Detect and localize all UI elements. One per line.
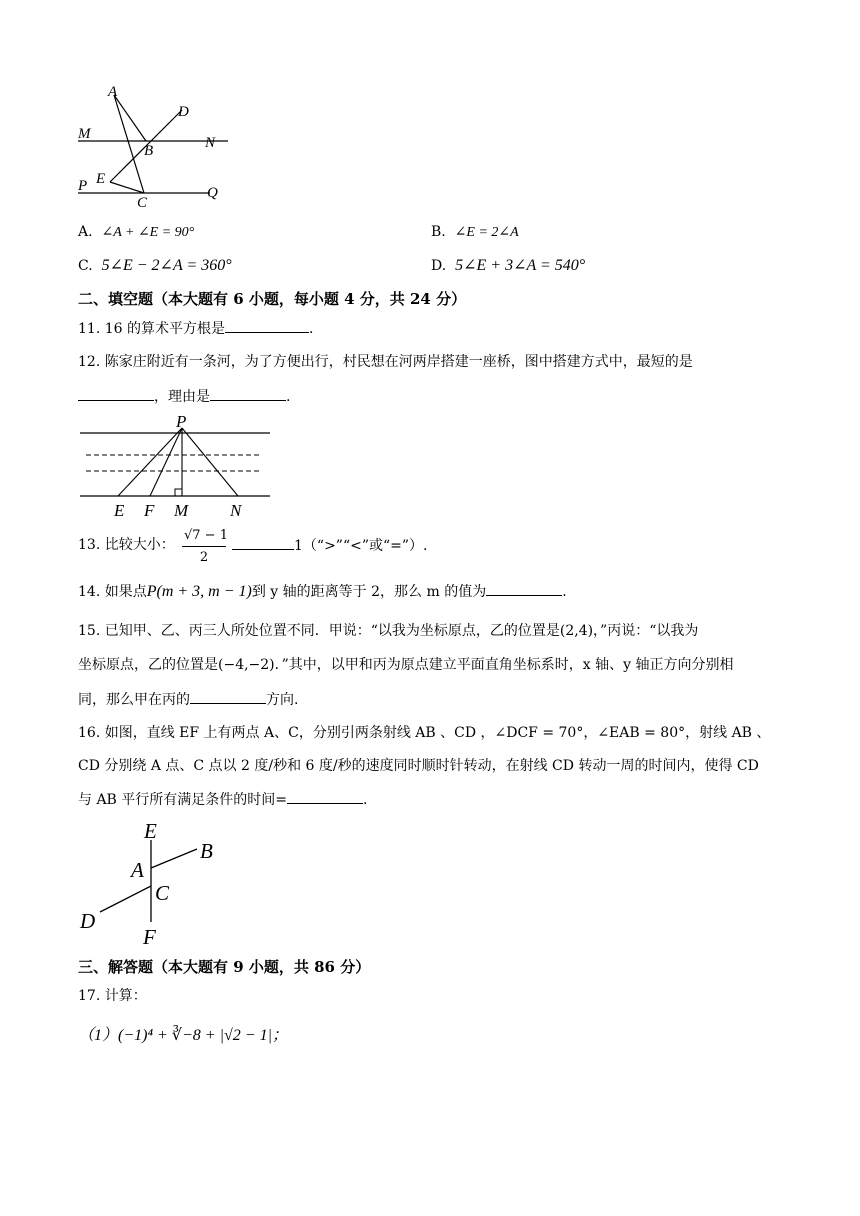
label-E: E xyxy=(114,501,125,520)
fraction-numerator: √7 − 1 xyxy=(182,528,226,547)
section-3-heading: 三、解答题（本大题有 9 小题，共 86 分） xyxy=(78,958,371,976)
question-16-line-2: CD 分别绕 A 点、C 点以 2 度/秒和 6 度/秒的速度同时顺时针转动，在射线 CD 转动一周的时间内，使得 CD xyxy=(78,758,759,774)
section-2-heading: 二、填空题（本大题有 6 小题，每小题 4 分，共 24 分） xyxy=(78,290,467,308)
question-13-after: 1（“>”“<”或“=”）. xyxy=(294,538,428,554)
label-F: F xyxy=(143,925,156,949)
option-d-text: 5∠E + 3∠A = 540° xyxy=(455,257,586,274)
option-b-label: B. xyxy=(431,224,446,240)
question-17-part-1 xyxy=(78,1026,288,1046)
question-15-line-2: 坐标原点，乙的位置是(−4,−2)．”其中，以甲和丙为原点建立平面直角坐标系时，x 轴、y 轴正方向分别相 xyxy=(78,657,734,673)
label-B: B xyxy=(144,143,154,159)
question-17: 17. 计算： xyxy=(78,988,147,1004)
option-a-text: ∠A + ∠E = 90° xyxy=(101,225,195,240)
label-M: M xyxy=(78,126,91,142)
question-16-line-3-text: 与 AB 平行所有满足条件的时间= xyxy=(78,792,288,808)
question-14-point: P(m + 3, m − 1) xyxy=(146,583,252,600)
label-P: P xyxy=(176,412,187,431)
question-12-end: . xyxy=(286,389,291,405)
question-14 xyxy=(78,581,567,602)
question-13-prefix: 13. 比较大小： xyxy=(78,537,175,553)
question-16-line-3 xyxy=(78,789,367,810)
label-N: N xyxy=(205,135,216,151)
question-15-line-3-b: 方向. xyxy=(266,692,299,708)
option-d xyxy=(431,256,585,276)
label-Q: Q xyxy=(207,185,218,201)
question-16-line-1: 16. 如图，直线 EF 上有两点 A、C，分别引两条射线 AB 、CD ，∠DCF = 70°，∠EAB = 80°，射线 AB 、 xyxy=(78,725,771,741)
label-D: D xyxy=(80,909,96,933)
label-C: C xyxy=(155,881,170,905)
label-A: A xyxy=(108,84,118,100)
answer-blank[interactable] xyxy=(78,386,154,401)
question-12-line-2 xyxy=(78,386,290,407)
question-11-end: . xyxy=(308,321,314,337)
figure-rays xyxy=(76,818,236,950)
label-A: A xyxy=(131,858,144,882)
fraction-denominator: 2 xyxy=(199,550,209,565)
question-15-line-3 xyxy=(78,689,298,710)
question-13-answer xyxy=(232,535,428,556)
question-13 xyxy=(78,535,175,555)
figure-parallel-lines-1 xyxy=(70,80,240,210)
answer-blank[interactable] xyxy=(190,689,266,704)
option-b xyxy=(431,222,519,243)
answer-blank[interactable] xyxy=(232,535,294,550)
label-C: C xyxy=(137,195,148,210)
question-11 xyxy=(78,318,313,339)
label-E: E xyxy=(96,171,106,187)
question-12-mid: ，理由是 xyxy=(154,389,210,405)
question-12-line-1: 12. 陈家庄附近有一条河，为了方便出行，村民想在河两岸搭建一座桥，图中搭建方式中，最短的是 xyxy=(78,354,693,370)
option-a xyxy=(78,222,194,243)
option-d-label: D. xyxy=(431,258,447,274)
option-a-label: A. xyxy=(78,224,93,240)
question-14-end: . xyxy=(562,584,567,600)
option-c-text: 5∠E − 2∠A = 360° xyxy=(101,257,232,274)
label-E: E xyxy=(144,819,157,843)
label-F: F xyxy=(144,501,155,520)
answer-blank[interactable] xyxy=(486,581,562,596)
question-15-line-3-a: 同，那么甲在丙的 xyxy=(78,692,190,708)
label-N: N xyxy=(230,501,242,520)
option-b-text: ∠E = 2∠A xyxy=(454,225,519,240)
question-16-end: . xyxy=(363,792,368,808)
answer-blank[interactable] xyxy=(287,789,363,804)
question-14-prefix: 14. 如果点 xyxy=(78,584,147,600)
question-14-middle: 到 y 轴的距离等于 2，那么 m 的值为 xyxy=(251,584,487,600)
option-c xyxy=(78,256,232,276)
answer-blank[interactable] xyxy=(210,386,286,401)
label-M: M xyxy=(174,501,189,520)
option-c-label: C. xyxy=(78,258,93,274)
fraction xyxy=(182,528,226,566)
label-P: P xyxy=(78,178,88,194)
label-D: D xyxy=(178,104,189,120)
label-B: B xyxy=(200,839,213,863)
question-15-line-1: 15. 已知甲、乙、丙三人所处位置不同．甲说：“以我为坐标原点，乙的位置是(2,4)，”丙说：“以我为 xyxy=(78,623,699,639)
answer-blank[interactable] xyxy=(225,318,309,333)
figure-river-bridges xyxy=(74,410,274,520)
question-17-part-1-expr: （1）(−1)⁴ + ∛−8 + |√2 − 1|； xyxy=(78,1027,288,1044)
question-11-text: 11. 16 的算术平方根是 xyxy=(78,321,225,337)
